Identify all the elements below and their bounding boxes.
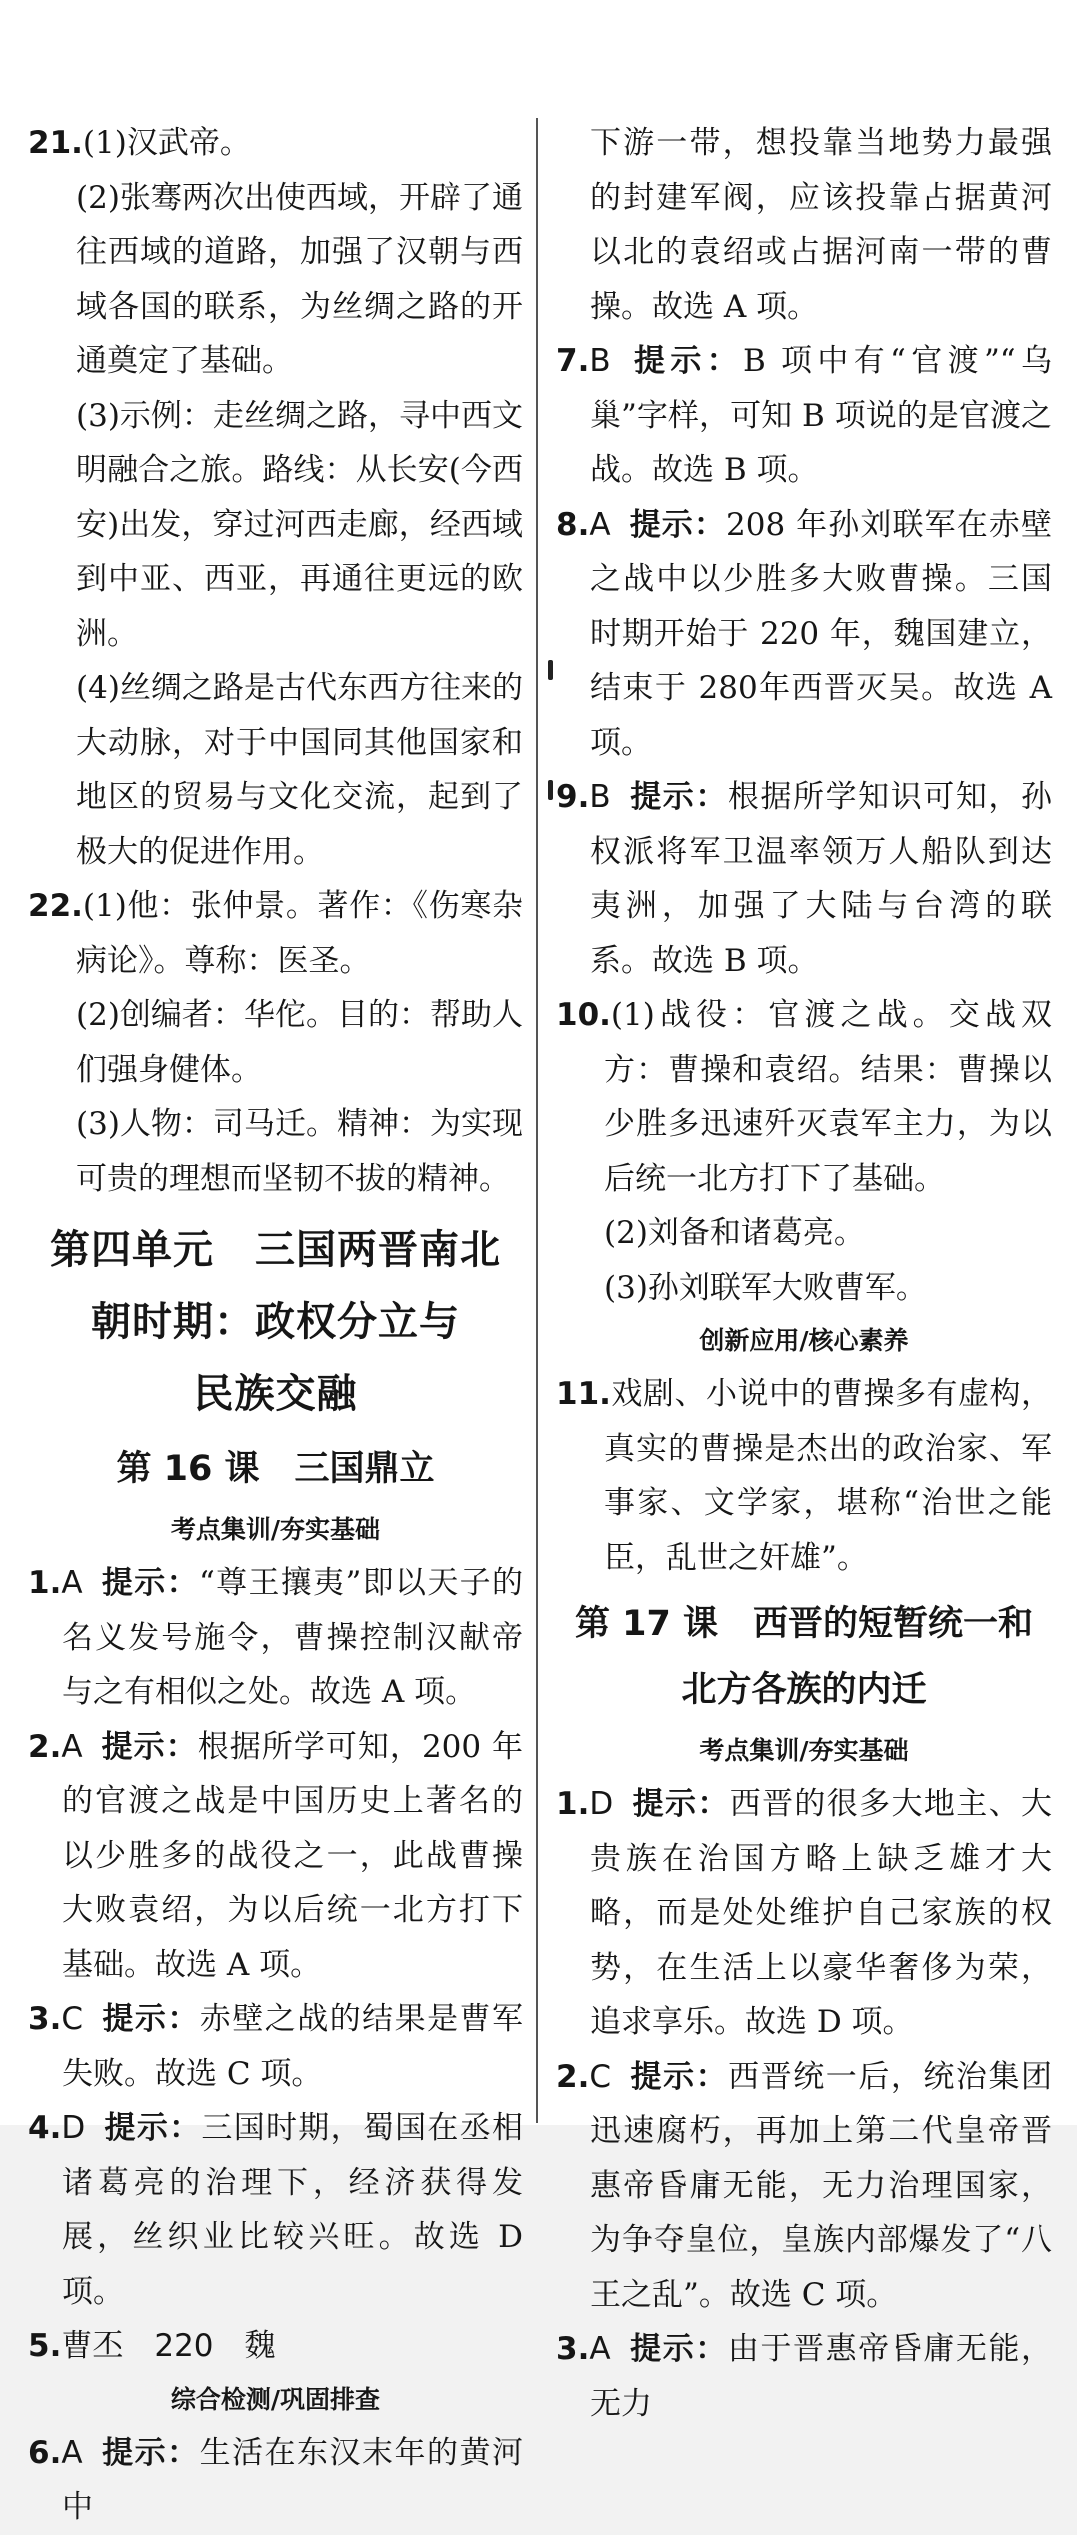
- hint-label: 提示：: [628, 343, 744, 379]
- question-number: 1.: [556, 1786, 590, 1822]
- binding-mark: [548, 780, 553, 800]
- question-22-part: (2)创编者：华佗。目的：帮助人们强身健体。: [76, 997, 523, 1088]
- column-divider: [536, 118, 538, 2123]
- hint-label: 提示：: [628, 506, 727, 543]
- answer-text: 三国时期，蜀国在丞相诸葛亮的治理下，经济获得发展，丝织业比较兴旺。故选 D 项。: [62, 2110, 524, 2310]
- question-number: 3.: [28, 2001, 62, 2037]
- answer-text: 赤壁之战的结果是曹军失败。故选 C 项。: [62, 2001, 524, 2092]
- hint-label: 提示：: [100, 1565, 199, 1601]
- answer-text: 西晋的很多大地主、大贵族在治国方略上缺乏雄才大略，而是处处维护自己家族的权势，在生活上以豪华奢侈为荣，追求享乐。故选 D 项。: [590, 1786, 1053, 2040]
- question-21-part: (2)张骞两次出使西域，开辟了通往西域的道路，加强了汉朝与西域各国的联系，为丝绸之路的开通奠定了基础。: [76, 179, 523, 379]
- answer-text: 由于晋惠帝昏庸无能，无力: [590, 2331, 1053, 2422]
- question-21-part: (4)丝绸之路是古代东西方往来的大动脉，对于中国同其他国家和地区的贸易与文化交流，起到了极大的促进作用。: [76, 670, 523, 870]
- unit-title: 第四单元 三国两晋南北 朝时期：政权分立与 民族交融: [50, 1227, 501, 1417]
- answer-text: B 项中有“官渡”“乌巢”字样，可知 B 项说的是官渡之战。故选 B 项。: [590, 343, 1052, 488]
- question-number: 10.: [556, 997, 611, 1033]
- answer-choice: A: [61, 2434, 83, 2471]
- answer-text: “尊王攘夷”即以天子的名义发号施令，曹操控制汉献帝与之有相似之处。故选 A 项。: [62, 1565, 524, 1710]
- left-column: [28, 116, 523, 2535]
- hint-label: 提示：: [100, 2434, 200, 2471]
- question-10-part: (2)刘备和诸葛亮。: [604, 1215, 865, 1251]
- question-number: 22.: [28, 888, 83, 924]
- basic-item-4: [28, 2101, 523, 2319]
- question-22: [28, 879, 523, 988]
- section-title-innovation: 创新应用/核心素养: [699, 1326, 909, 1355]
- hint-label: 提示：: [103, 2110, 202, 2146]
- question-21-part: (3)示例：走丝绸之路，寻中西文明融合之旅。路线：从长安(今西安)出发，穿过河西走廊，经西域到中亚、西亚，再通往更远的欧洲。: [76, 397, 523, 652]
- lesson-17-title: 第 17 课 西晋的短暂统一和 北方各族的内迁: [574, 1604, 1034, 1710]
- section-title-review: 综合检测/巩固排查: [170, 2384, 381, 2414]
- answer-choice: D: [61, 2110, 86, 2146]
- question-21: [28, 116, 523, 171]
- question-number: 3.: [556, 2331, 590, 2367]
- question-number: 2.: [556, 2058, 590, 2095]
- question-6-continued: 下游一带，想投靠当地势力最强的封建军阀，应该投靠占据黄河以北的袁绍或占据河南一带的曹操。故选 A 项。: [590, 125, 1052, 325]
- question-number: 5.: [28, 2328, 62, 2364]
- answer-choice: A: [589, 506, 611, 543]
- question-9: [556, 770, 1052, 988]
- question-number: 2.: [28, 1728, 62, 1765]
- binding-mark: [548, 660, 553, 680]
- question-number: 6.: [28, 2434, 62, 2471]
- hint-label: 提示：: [628, 779, 728, 815]
- answer-choice: A: [61, 1728, 83, 1765]
- lesson17-item-1: [556, 1777, 1052, 2050]
- hint-label: 提示：: [631, 1786, 730, 1822]
- question-7: [556, 334, 1052, 498]
- right-column: [556, 116, 1052, 2431]
- answer-choice: 曹丕 220 魏: [61, 2328, 276, 2364]
- question-10-part: (3)孙刘联军大败曹军。: [604, 1269, 927, 1306]
- answer-choice: A: [61, 1565, 83, 1601]
- answer-choice: B: [589, 343, 611, 379]
- question-number: 21.: [28, 125, 83, 161]
- question-22-part: (3)人物：司马迁。精神：为实现可贵的理想而坚韧不拔的精神。: [76, 1106, 523, 1197]
- answer-choice: C: [589, 2058, 612, 2095]
- answer-choice: A: [589, 2331, 611, 2367]
- hint-label: 提示：: [628, 2331, 728, 2367]
- answer-choice: B: [589, 779, 611, 815]
- answer-choice: D: [589, 1786, 614, 1822]
- basic-item-2: [28, 1720, 523, 1993]
- hint-label: 提示：: [629, 2058, 729, 2095]
- question-number: 7.: [556, 343, 590, 379]
- question-number: 8.: [556, 506, 590, 543]
- lesson17-item-2: [556, 2050, 1052, 2323]
- section-title-basic-17: 考点集训/夯实基础: [699, 1736, 909, 1765]
- basic-item-1: [28, 1556, 523, 1720]
- answer-text: 根据所学可知，200 年的官渡之战是中国历史上著名的以少胜多的战役之一，此战曹操大败袁绍，为以后统一北方打下基础。故选 A 项。: [62, 1728, 524, 1983]
- answer-text: 戏剧、小说中的曹操多有虚构，真实的曹操是杰出的政治家、军事家、文学家，堪称“治世之能臣，乱世之奸雄”。: [604, 1376, 1052, 1576]
- answer-choice: C: [61, 2001, 84, 2037]
- hint-label: 提示：: [100, 1728, 198, 1765]
- question-number: 1.: [28, 1565, 62, 1601]
- basic-item-3: [28, 1992, 523, 2101]
- answer-text: 西晋统一后，统治集团迅速腐朽，再加上第二代皇帝晋惠帝昏庸无能，无力治理国家，为争夺皇位，皇族内部爆发了“八王之乱”。故选 C 项。: [590, 2058, 1053, 2313]
- lesson17-item-3: [556, 2322, 1052, 2431]
- answer-text: 208 年孙刘联军在赤壁之战中以少胜多大败曹操。三国时期开始于 220 年，魏国建立，结束于 280年西晋灭吴。故选 A 项。: [590, 506, 1052, 761]
- answer-text: 根据所学知识可知，孙权派将军卫温率领万人船队到达夷洲，加强了大陆与台湾的联系。故选 B 项。: [590, 779, 1053, 979]
- answer-text: (1)他：张仲景。著作：《伤寒杂病论》。尊称：医圣。: [76, 888, 523, 979]
- question-8: [556, 498, 1052, 771]
- question-10: [556, 988, 1052, 1206]
- question-11: [556, 1367, 1052, 1585]
- answer-text: (1)战役：官渡之战。交战双方：曹操和袁绍。结果：曹操以少胜多迅速歼灭袁军主力，为以后统一北方打下了基础。: [604, 997, 1052, 1197]
- answer-text: 生活在东汉末年的黄河中: [62, 2434, 524, 2525]
- lesson-16-title: 第 16 课 三国鼎立: [116, 1449, 435, 1489]
- question-number: 9.: [556, 779, 590, 815]
- section-title-basic: 考点集训/夯实基础: [170, 1515, 381, 1544]
- basic-item-5: [28, 2319, 523, 2374]
- question-number: 4.: [28, 2110, 62, 2146]
- question-number: 11.: [556, 1376, 611, 1412]
- question-6: [28, 2426, 523, 2535]
- answer-text: (1)汉武帝。: [82, 125, 251, 161]
- hint-label: 提示：: [101, 2001, 200, 2037]
